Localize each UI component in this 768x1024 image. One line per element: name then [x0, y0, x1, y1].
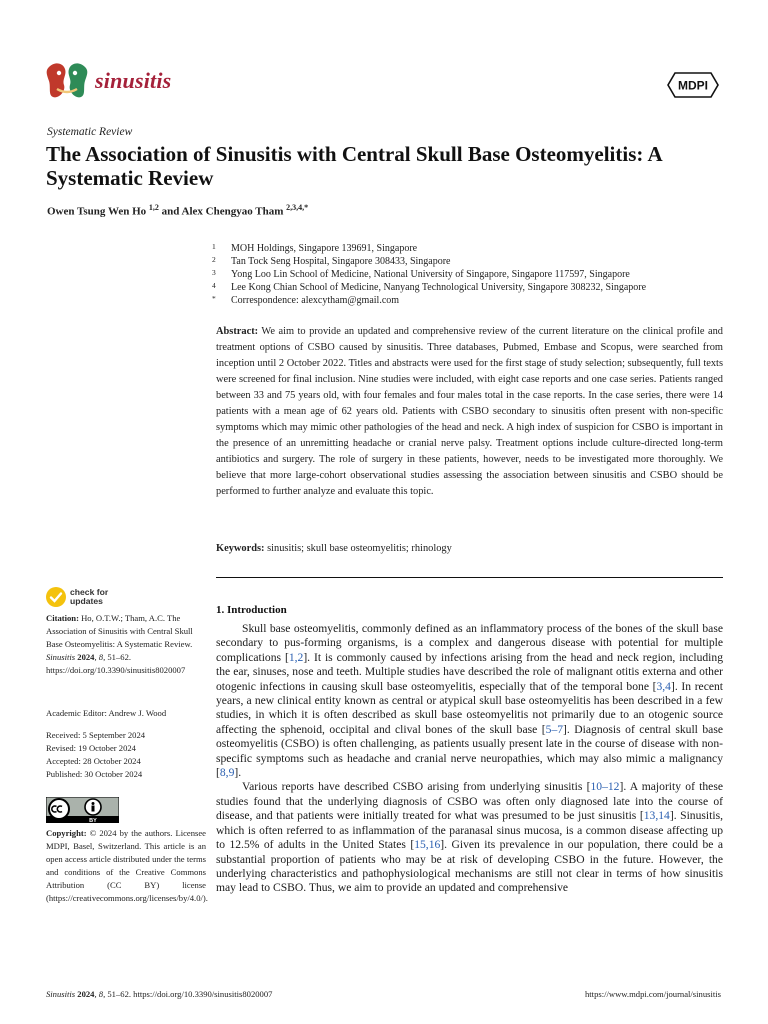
date-received: Received: 5 September 2024	[46, 730, 146, 740]
affiliation-text: Yong Loo Lin School of Medicine, National University of Singapore, Singapore 117597, Singapore	[231, 269, 630, 280]
reference-link[interactable]: 1,2	[288, 650, 304, 664]
abstract	[216, 324, 723, 500]
section-heading-introduction: 1. Introduction	[216, 604, 287, 616]
affiliation-text: Lee Kong Chian School of Medicine, Nanyang Technological University, Singapore 308232, Singapore	[231, 282, 647, 293]
paragraph-text: ]. Given its prevalence in our population, there could be a substantial proportion of patients who may be at risk of developing CSBO in the future. However, the underlying characteristics and pathophysiological mechanisms are still not clear in terms of how sinusitis may lead to CSBO. Thus, we aim to provide an updated and comprehensive	[216, 838, 724, 895]
paragraph-text: ]. A majority of these studies found that the underlying diagnosis of CSBO was often only diagnosed late into the course of disease, and that patients were initially treated for what was presumed to be just sinusitis [	[216, 780, 723, 823]
reference-link[interactable]: 8,9	[219, 766, 235, 780]
body-paragraph	[216, 780, 723, 895]
affiliation-row	[212, 268, 732, 281]
paragraph-text: ]. Sinusitis, which is often referred to as inflammation of the paranasal sinus mucosa, is a common disease affecting up to 12.5% of adults in the United States [	[216, 809, 723, 852]
paragraph-text: ]. Diagnosis of central skull base osteomyelitis (CSBO) is often challenging, as patients usually present late in the course of disease with non-specific symptoms such as headache and cranial nerve neuropathies, which may also mimic a malignancy [	[216, 722, 723, 780]
mdpi-logo-text: MDPI	[678, 78, 708, 93]
cc-by-license-badge[interactable]	[46, 797, 119, 823]
author-name[interactable]: Alex Chengyao Tham	[181, 205, 284, 218]
footer-journal-url[interactable]: https://www.mdpi.com/journal/sinusitis	[585, 989, 721, 999]
copyright-label: Copyright:	[46, 828, 87, 838]
keywords-label: Keywords:	[216, 543, 265, 554]
citation-year: 2024	[75, 652, 95, 662]
reference-link[interactable]: 3,4	[656, 679, 671, 693]
author-list	[47, 203, 308, 218]
correspondence-text[interactable]: Correspondence: alexcytham@gmail.com	[231, 295, 400, 306]
copyright-notice	[46, 827, 206, 905]
footer-citation	[46, 989, 272, 999]
affiliation-mark: 3	[212, 268, 216, 277]
author-affiliation-marks: 1,2	[148, 203, 159, 212]
check-updates-icon	[45, 586, 67, 608]
abstract-text: We aim to provide an updated and comprehensive review of the current literature on the clinical profile and treatment options of CSBO caused by sinusitis. Three databases, Pubmed, Embase and Scopus, were searched from inception until 2 October 2022. Titles and abstracts were used for the first stage of study selection; subsequently, full texts were screened for final inclusion. Nine studies were included, with eight case reports and one case series. Patients ranged between 33 and 75 years old, with four females and four males total in the case reports. In the case series, there were 14 patients with a mean age of 62 years old. Patients with CSBO secondary to sinusitis often present with non-specific symptoms which may mimic other pathologies of the head and neck. A high index of suspicion for CSBO is important in the presence of an unremitting headache or cranial nerve palsy. Treatment options include culture-directed long-term antibiotics and surgery. The role of surgery in these patients, however, needs to be investigated more thoroughly. We believe that more large-cohort observational studies assessing the association between sinusitis and CSBO should be performed to further analyze and evaluate this topic.	[216, 326, 723, 497]
cc-by-label: BY	[89, 817, 97, 823]
affiliation-row	[212, 255, 732, 268]
affiliation-row	[212, 294, 732, 307]
author-name[interactable]: Owen Tsung Wen Ho	[47, 205, 147, 218]
date-accepted: Accepted: 28 October 2024	[46, 756, 141, 766]
footer-doi[interactable]: 51–62. https://doi.org/10.3390/sinusitis8020007	[105, 989, 273, 999]
affiliation-row	[212, 281, 732, 294]
affiliation-mark: 1	[212, 242, 216, 251]
reference-link[interactable]: 5–7	[545, 722, 564, 736]
affiliation-row	[212, 242, 732, 255]
reference-link[interactable]: 10–12	[590, 780, 620, 794]
mdpi-logo[interactable]	[667, 72, 719, 98]
footer-journal: Sinusitis	[46, 989, 76, 999]
divider	[216, 577, 723, 578]
publication-dates	[46, 729, 206, 781]
author-separator: and	[158, 205, 182, 218]
paragraph-text: ].	[234, 766, 242, 780]
academic-editor: Academic Editor: Andrew J. Wood	[46, 708, 167, 718]
copyright-text: © 2024 by the authors. Licensee MDPI, Basel, Switzerland. This article is an open access article distributed under the terms and conditions of the Creative Commons Attribution (CC BY) license (https://creativecommons.org/licenses/by/4.0/).	[46, 828, 208, 903]
citation-text: Ho, O.T.W.; Tham, A.C. The Association of Sinusitis with Central Skull Base Osteomyelitis: A Systematic Review.	[46, 613, 193, 649]
citation-label: Citation:	[46, 613, 79, 623]
date-published: Published: 30 October 2024	[46, 769, 143, 779]
reference-link[interactable]: 13,14	[643, 809, 670, 823]
date-revised: Revised: 19 October 2024	[46, 743, 136, 753]
citation-block	[46, 612, 206, 677]
affiliation-text: MOH Holdings, Singapore 139691, Singapore	[231, 243, 418, 254]
check-updates-line: updates	[70, 596, 103, 606]
affiliation-mark: 4	[212, 281, 216, 290]
footer-year: 2024	[75, 989, 95, 999]
paragraph-text: Skull base osteomyelitis, commonly defined as an inflammatory process of the bones of the skull base secondary to pus-forming organisms, is a complex and dangerous disease with potential for multiple complications [	[216, 622, 723, 664]
footer-volume: , 8,	[94, 989, 106, 999]
keywords	[216, 543, 452, 554]
paragraph-text: Various reports have described CSBO arising from underlying sinusitis [	[242, 780, 591, 794]
citation-doi[interactable]: 51–62. https://doi.org/10.3390/sinusitis8020007	[46, 652, 186, 675]
paragraph-text: ]. In recent years, a new clinical entity known as central or atypical skull base osteomyelitis has been described in a few studies, in which it is often described as skull base osteomyelitis not primarily due to an otogenic source affecting the sphenoid, occipital and clival bones of the skull base [	[216, 679, 724, 736]
article-type: Systematic Review	[47, 126, 133, 138]
journal-name: sinusitis	[95, 68, 172, 93]
journal-logo[interactable]	[45, 58, 171, 104]
check-updates-line: check for	[70, 587, 109, 597]
journal-logo-icon	[45, 59, 89, 103]
article-title: The Association of Sinusitis with Central Skull Base Osteomyelitis: A Systematic Review	[46, 142, 662, 190]
affiliation-mark: 2	[212, 255, 216, 264]
paragraph-text: ]. It is commonly caused by infections arising from the head and neck region, including the ear, sinuses, nose and teeth. Multiple studies have described the role of malignant otitis externa and other otogenic infections in causing skull base osteomyelitis, especially that of the temporal bone [	[216, 650, 723, 693]
check-for-updates-button[interactable]	[45, 586, 108, 608]
keywords-text: sinusitis; skull base osteomyelitis; rhinology	[264, 543, 452, 554]
abstract-label: Abstract:	[216, 326, 259, 337]
reference-link[interactable]: 15,16	[414, 838, 441, 852]
citation-volume: , 8,	[94, 652, 106, 662]
author-affiliation-marks: 2,3,4,*	[286, 203, 309, 212]
body-paragraph	[216, 622, 723, 780]
introduction-body	[216, 622, 723, 896]
affiliation-mark: *	[212, 294, 216, 303]
affiliation-text: Tan Tock Seng Hospital, Singapore 308433, Singapore	[231, 256, 451, 267]
affiliations	[212, 242, 732, 307]
citation-journal: Sinusitis	[46, 652, 76, 662]
